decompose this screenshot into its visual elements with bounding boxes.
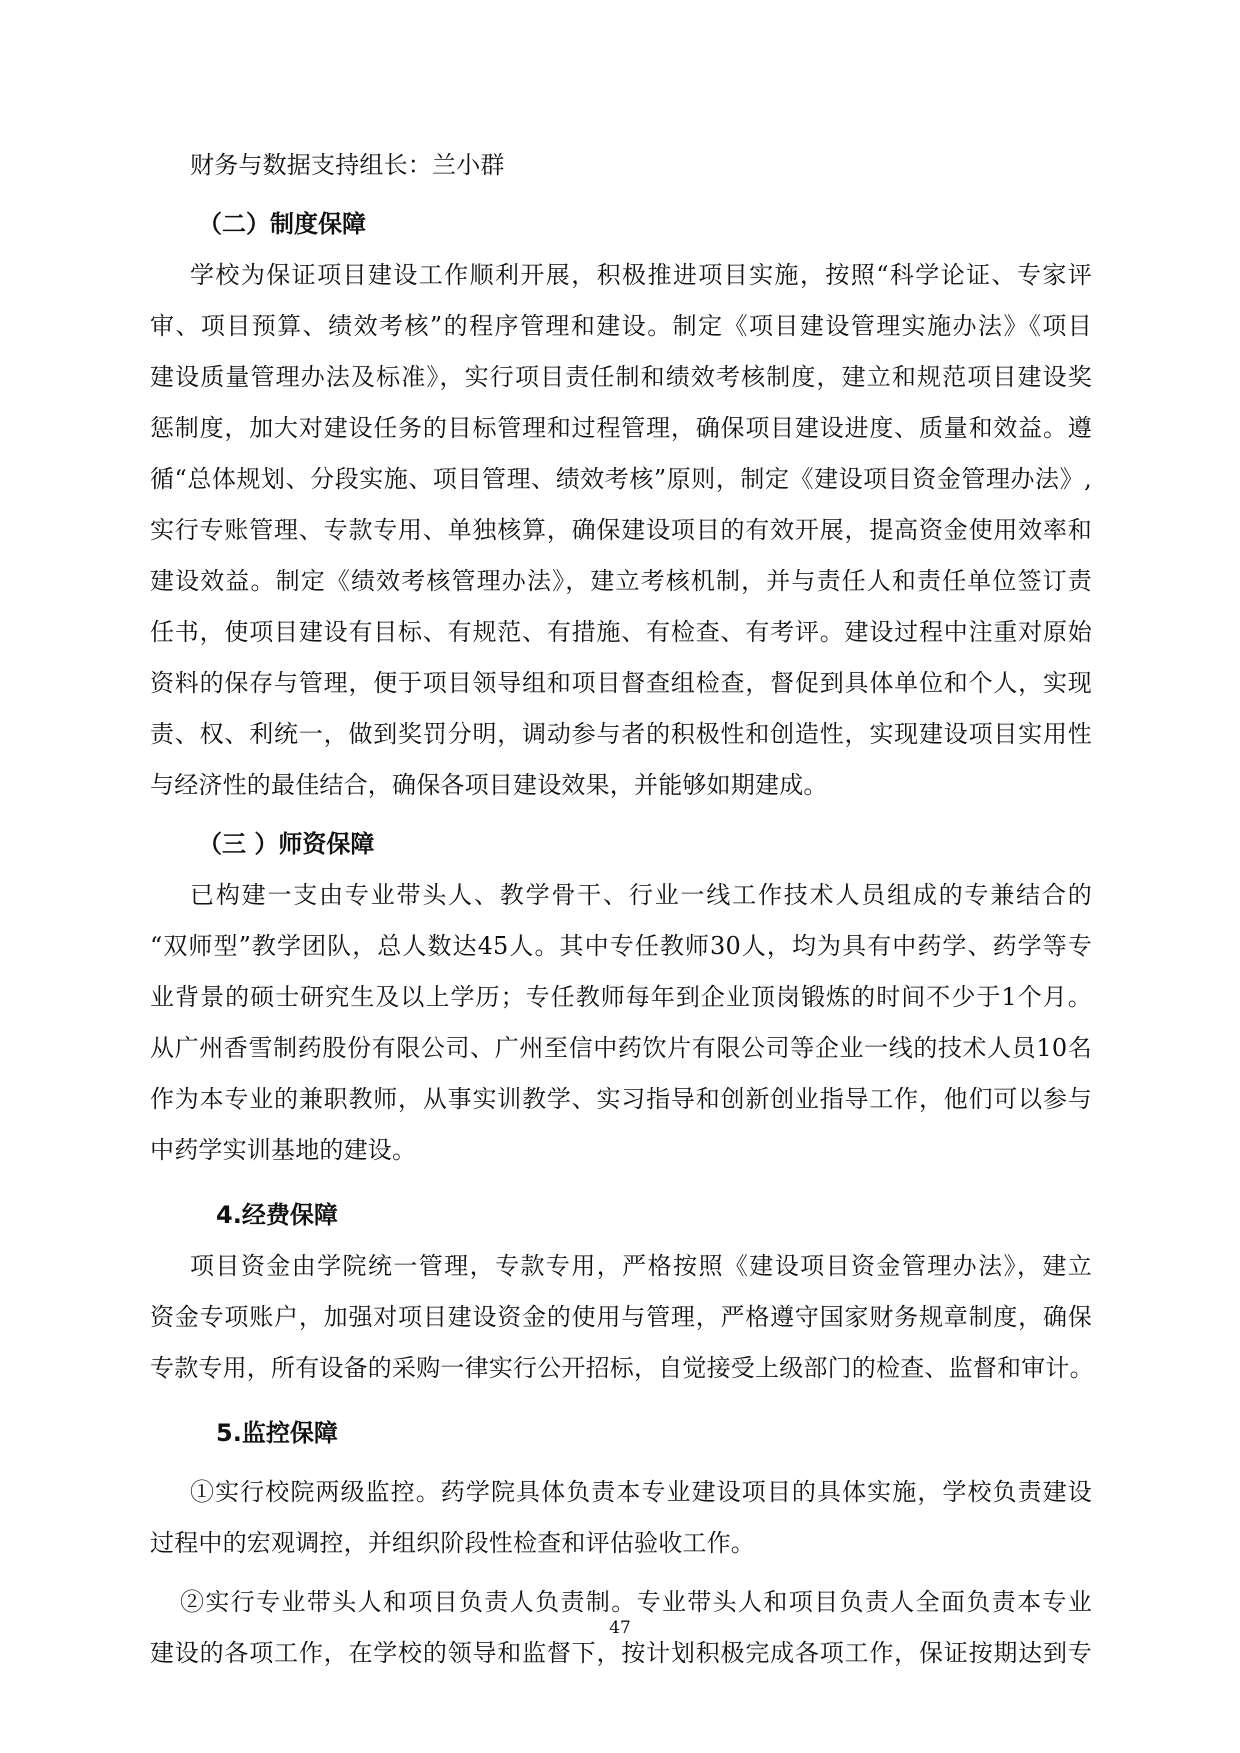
paragraph-line: 资料的保存与管理，便于项目领导组和项目督查组检查，督促到具体单位和个人，实现 [150, 669, 1092, 697]
paragraph-line: 中药学实训基地的建设。 [150, 1136, 417, 1164]
paragraph-line: 建设质量管理办法及标准》，实行项目责任制和绩效考核制度，建立和规范项目建设奖 [150, 363, 1092, 391]
document-page [150, 140, 1092, 1679]
paragraph-line: 过程中的宏观调控，并组织阶段性检查和评估验收工作。 [150, 1529, 755, 1557]
paragraph-line: ①实行校院两级监控。药学院具体负责本专业建设项目的具体实施，学校负责建设 [190, 1478, 1092, 1506]
paragraph-line: 学校为保证项目建设工作顺利开展，积极推进项目实施，按照“科学论证、专家评 [190, 261, 1092, 289]
paragraph-line: 责、权、利统一，做到奖罚分明，调动参与者的积极性和创造性，实现建设项目实用性 [150, 720, 1092, 748]
paragraph-line: 项目资金由学院统一管理，专款专用，严格按照《建设项目资金管理办法》，建立 [190, 1252, 1092, 1280]
paragraph-line: “双师型”教学团队，总人数达45人。其中专任教师30人，均为具有中药学、药学等专 [150, 932, 1092, 960]
section-heading-faculty: （三 ）师资保障 [198, 830, 375, 858]
paragraph-line: 专款专用，所有设备的采购一律实行公开招标，自觉接受上级部门的检查、监督和审计。 [150, 1354, 1094, 1382]
paragraph-line: 建设的各项工作，在学校的领导和监督下，按计划积极完成各项工作，保证按期达到专 [150, 1639, 1092, 1667]
paragraph-line: 循“总体规划、分段实施、项目管理、绩效考核”原则，制定《建设项目资金管理办法》, [150, 465, 1092, 493]
paragraph-line: 实行专账管理、专款专用、单独核算，确保建设项目的有效开展，提高资金使用效率和 [150, 516, 1092, 544]
section-heading-monitoring: 5.监控保障 [216, 1419, 338, 1447]
paragraph-line: 审、项目预算、绩效考核”的程序管理和建设。制定《项目建设管理实施办法》《项目 [150, 312, 1092, 340]
paragraph-line: 从广州香雪制药股份有限公司、广州至信中药饮片有限公司等企业一线的技术人员10名 [150, 1034, 1092, 1062]
paragraph-line: 资金专项账户，加强对项目建设资金的使用与管理，严格遵守国家财务规章制度，确保 [150, 1303, 1092, 1331]
paragraph-line: 已构建一支由专业带头人、教学骨干、行业一线工作技术人员组成的专兼结合的 [190, 881, 1092, 909]
section-body-funding [150, 1241, 1092, 1394]
paragraph-line: 与经济性的最佳结合，确保各项目建设效果，并能够如期建成。 [150, 771, 828, 799]
paragraph-line: 作为本专业的兼职教师，从事实训教学、实习指导和创新创业指导工作，他们可以参与 [150, 1085, 1092, 1113]
section-heading-funding: 4.经费保障 [216, 1201, 338, 1229]
paragraph-line: 惩制度，加大对建设任务的目标管理和过程管理，确保项目建设进度、质量和效益。遵 [150, 414, 1092, 442]
section-body-faculty [150, 870, 1092, 1176]
section-body-institution [150, 250, 1092, 811]
paragraph-line: 业背景的硕士研究生及以上学历；专任教师每年到企业顶岗锻炼的时间不少于1个月。 [150, 983, 1092, 1011]
section-heading-institution: （二）制度保障 [198, 210, 366, 238]
section-body-monitoring [150, 1467, 1092, 1679]
finance-leader-line: 财务与数据支持组长：兰小群 [190, 151, 505, 179]
paragraph-line: 建设效益。制定《绩效考核管理办法》，建立考核机制，并与责任人和责任单位签订责 [150, 567, 1092, 595]
page-number: 47 [609, 1618, 631, 1638]
paragraph-line: 任书，使项目建设有目标、有规范、有措施、有检查、有考评。建设过程中注重对原始 [150, 618, 1092, 646]
paragraph-line: ②实行专业带头人和项目负责人负责制。专业带头人和项目负责人全面负责本专业 [180, 1588, 1092, 1616]
